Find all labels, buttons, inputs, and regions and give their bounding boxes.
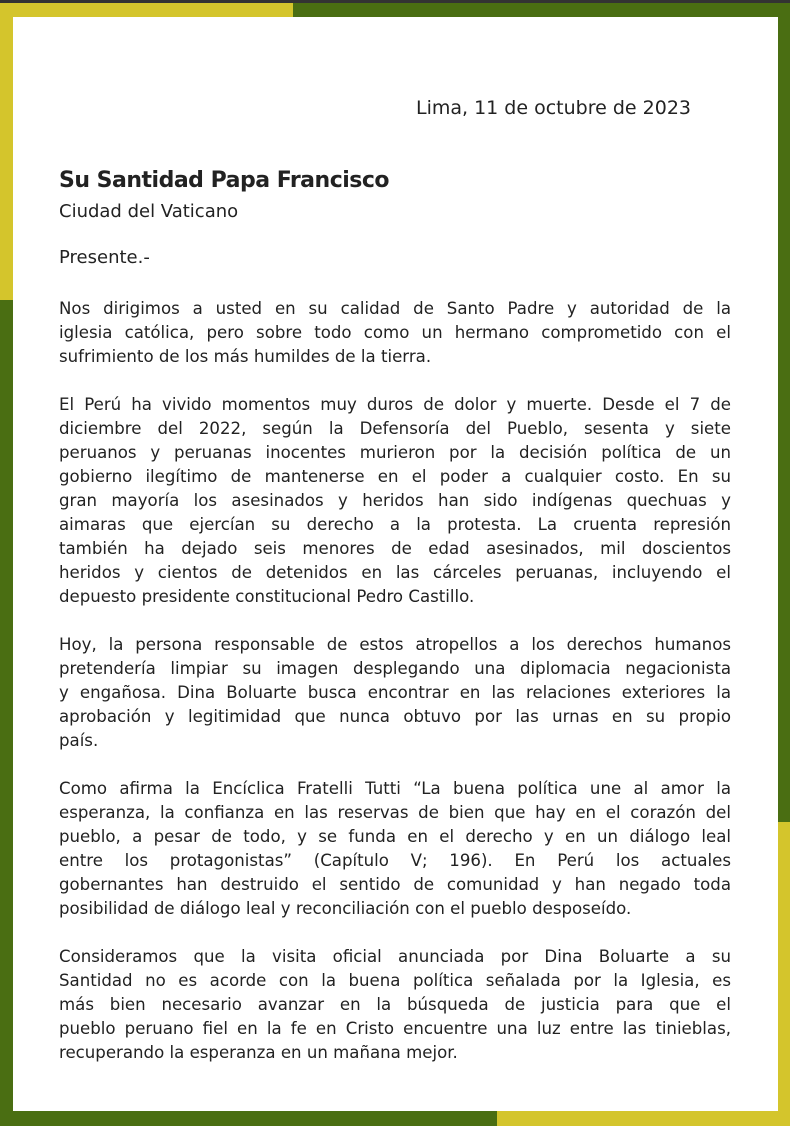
frame-top-yellow [0, 3, 293, 17]
paragraph-line: Nos dirigimos a usted en su calidad de Santo Padre y autoridad de la [59, 299, 731, 318]
paragraph-line: aimaras que ejercían su derecho a la protesta. La cruenta represión [59, 515, 731, 534]
paragraph-line: recuperando la esperanza en un mañana mejor. [59, 1043, 458, 1062]
paragraph-line: pretendería limpiar su imagen desplegando una diplomacia negacionista [59, 659, 731, 678]
paragraph-line: y engañosa. Dina Boluarte busca encontrar en las relaciones exteriores la [59, 683, 731, 702]
paragraph-line: heridos y cientos de detenidos en las cárceles peruanas, incluyendo el [59, 563, 731, 582]
paragraph-line: gran mayoría los asesinados y heridos han sido indígenas quechuas y [59, 491, 731, 510]
letter-body [59, 297, 731, 1089]
paragraph-line: esperanza, la confianza en las reservas de bien que hay en el corazón del [59, 803, 731, 822]
paragraph-line: sufrimiento de los más humildes de la tierra. [59, 347, 432, 366]
paragraph-line: depuesto presidente constitucional Pedro Castillo. [59, 587, 475, 606]
paragraph-line: El Perú ha vivido momentos muy duros de dolor y muerte. Desde el 7 de [59, 395, 731, 414]
paragraph-line: gobierno ilegítimo de mantenerse en el poder a cualquier costo. En su [59, 467, 731, 486]
recipient-city: Ciudad del Vaticano [59, 201, 239, 222]
paragraph-line: diciembre del 2022, según la Defensoría del Pueblo, sesenta y siete [59, 419, 731, 438]
paragraph [59, 297, 731, 369]
paragraph-line: Consideramos que la visita oficial anunciada por Dina Boluarte a su [59, 947, 731, 966]
frame-right-yellow [778, 822, 790, 1126]
paragraph-line: Santidad no es acorde con la buena política señalada por la Iglesia, es [59, 971, 731, 990]
paragraph-line: país. [59, 731, 99, 750]
frame-left-yellow [0, 3, 13, 300]
paragraph-line: Hoy, la persona responsable de estos atropellos a los derechos humanos [59, 635, 731, 654]
frame-bottom-yellow [497, 1111, 790, 1126]
paragraph-line: peruanos y peruanas inocentes murieron por la decisión política de un [59, 443, 731, 462]
paragraph-line: entre los protagonistas” (Capítulo V; 196). En Perú los actuales [59, 851, 731, 870]
paragraph-line: iglesia católica, pero sobre todo como un hermano comprometido con el [59, 323, 731, 342]
paragraph-line: Como afirma la Encíclica Fratelli Tutti “La buena política une al amor la [59, 779, 731, 798]
paragraph-line: pueblo peruano fiel en la fe en Cristo encuentre una luz entre las tinieblas, [59, 1019, 731, 1038]
greeting: Presente.- [59, 247, 150, 268]
letter-page [13, 17, 778, 1111]
paragraph [59, 633, 731, 753]
paragraph-line: también ha dejado seis menores de edad asesinados, mil doscientos [59, 539, 731, 558]
paragraph [59, 393, 731, 609]
paragraph [59, 945, 731, 1065]
letter-date: Lima, 11 de octubre de 2023 [416, 97, 691, 119]
paragraph-line: posibilidad de diálogo leal y reconciliación con el pueblo desposeído. [59, 899, 632, 918]
recipient-name: Su Santidad Papa Francisco [59, 168, 390, 193]
paragraph-line: gobernantes han destruido el sentido de comunidad y han negado toda [59, 875, 731, 894]
paragraph-line: más bien necesario avanzar en la búsqueda de justicia para que el [59, 995, 731, 1014]
paragraph [59, 777, 731, 921]
paragraph-line: aprobación y legitimidad que nunca obtuvo por las urnas en su propio [59, 707, 731, 726]
paragraph-line: pueblo, a pesar de todo, y se funda en el derecho y en un diálogo leal [59, 827, 731, 846]
